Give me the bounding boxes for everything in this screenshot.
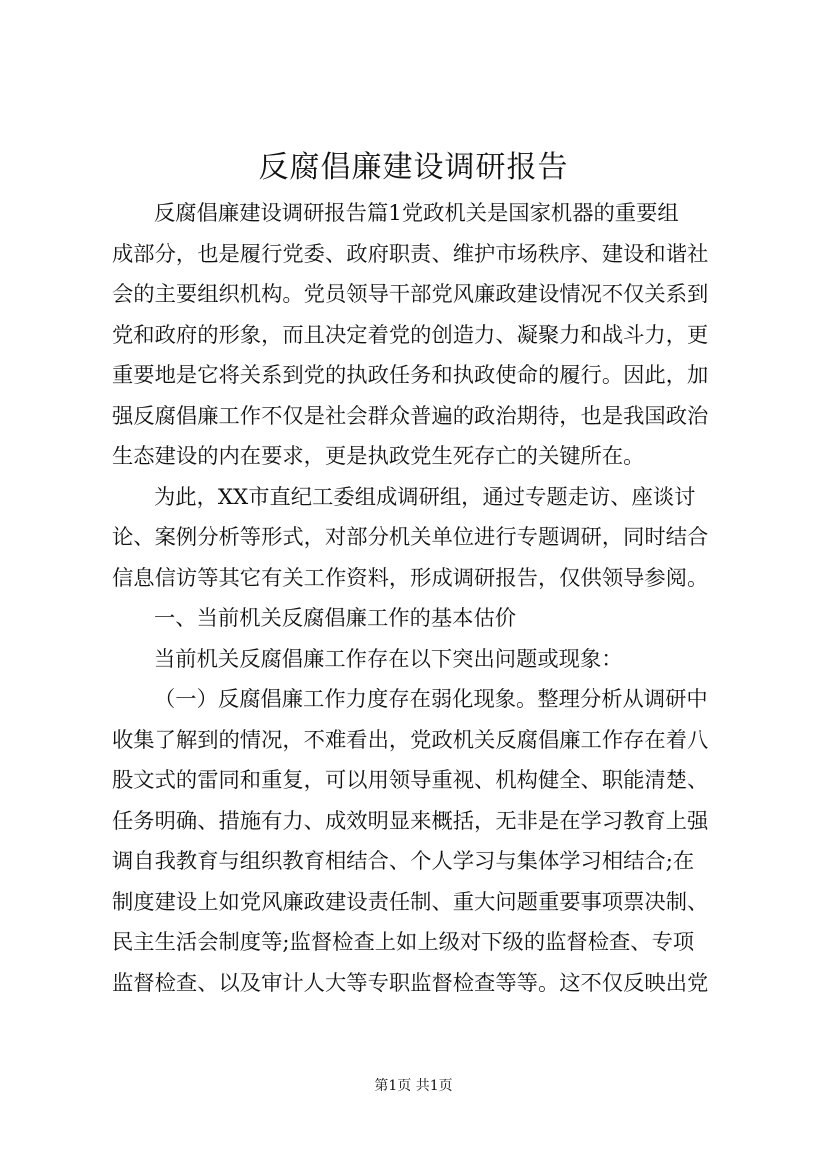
text-line: 会的主要组织机构。党员领导干部党风廉政建设情况不仅关系到 [112, 282, 709, 307]
document-body [112, 194, 726, 1004]
text-line: 成部分，也是履行党委、政府职责、维护市场秩序、建设和谐社 [112, 241, 709, 267]
text-line: 生态建设的内在要求，更是执政党生死存亡的关键所在。 [112, 444, 645, 469]
text-line: （一）反腐倡廉工作力度存在弱化现象。整理分析从调研中 [154, 687, 708, 712]
text-line: 为此，XX市直纪工委组成调研组，通过专题走访、座谈讨 [154, 484, 696, 510]
text-line: 收集了解到的情况，不难看出，党政机关反腐倡廉工作存在着八 [112, 727, 709, 753]
text-line: 重要地是它将关系到党的执政任务和执政使命的履行。因此，加 [112, 363, 709, 388]
text-line: 信息信访等其它有关工作资料，形成调研报告，仅供领导参阅。 [112, 565, 709, 591]
text-line: 监督检查、以及审计人大等专职监督检查等等。这不仅反映出党 [112, 970, 709, 996]
text-line: 任务明确、措施有力、成效明显来概括，无非是在学习教育上强 [112, 808, 709, 834]
page-number-footer: 第1页 共1页 [374, 1078, 453, 1094]
text-line: 调自我教育与组织教育相结合、个人学习与集体学习相结合;在 [112, 849, 695, 874]
section-heading: 一、当前机关反腐倡廉工作的基本估价 [154, 606, 517, 631]
text-line: 制度建设上如党风廉政建设责任制、重大问题重要事项票决制、 [112, 889, 709, 915]
text-line: 党和政府的形象，而且决定着党的创造力、凝聚力和战斗力，更 [112, 322, 709, 348]
text-line: 当前机关反腐倡廉工作存在以下突出问题或现象： [154, 646, 623, 672]
text-line: 股文式的雷同和重复，可以用领导重视、机构健全、职能清楚、 [112, 768, 709, 793]
text-line: 民主生活会制度等;监督检查上如上级对下级的监督检查、专项 [112, 930, 695, 955]
text-line: 反腐倡廉建设调研报告篇1党政机关是国家机器的重要组 [154, 201, 679, 226]
text-line: 强反腐倡廉工作不仅是社会群众普遍的政治期待，也是我国政治 [112, 403, 709, 429]
document-title: 反腐倡廉建设调研报告 [258, 150, 569, 185]
text-line: 论、案例分析等形式，对部分机关单位进行专题调研，同时结合 [112, 525, 709, 550]
